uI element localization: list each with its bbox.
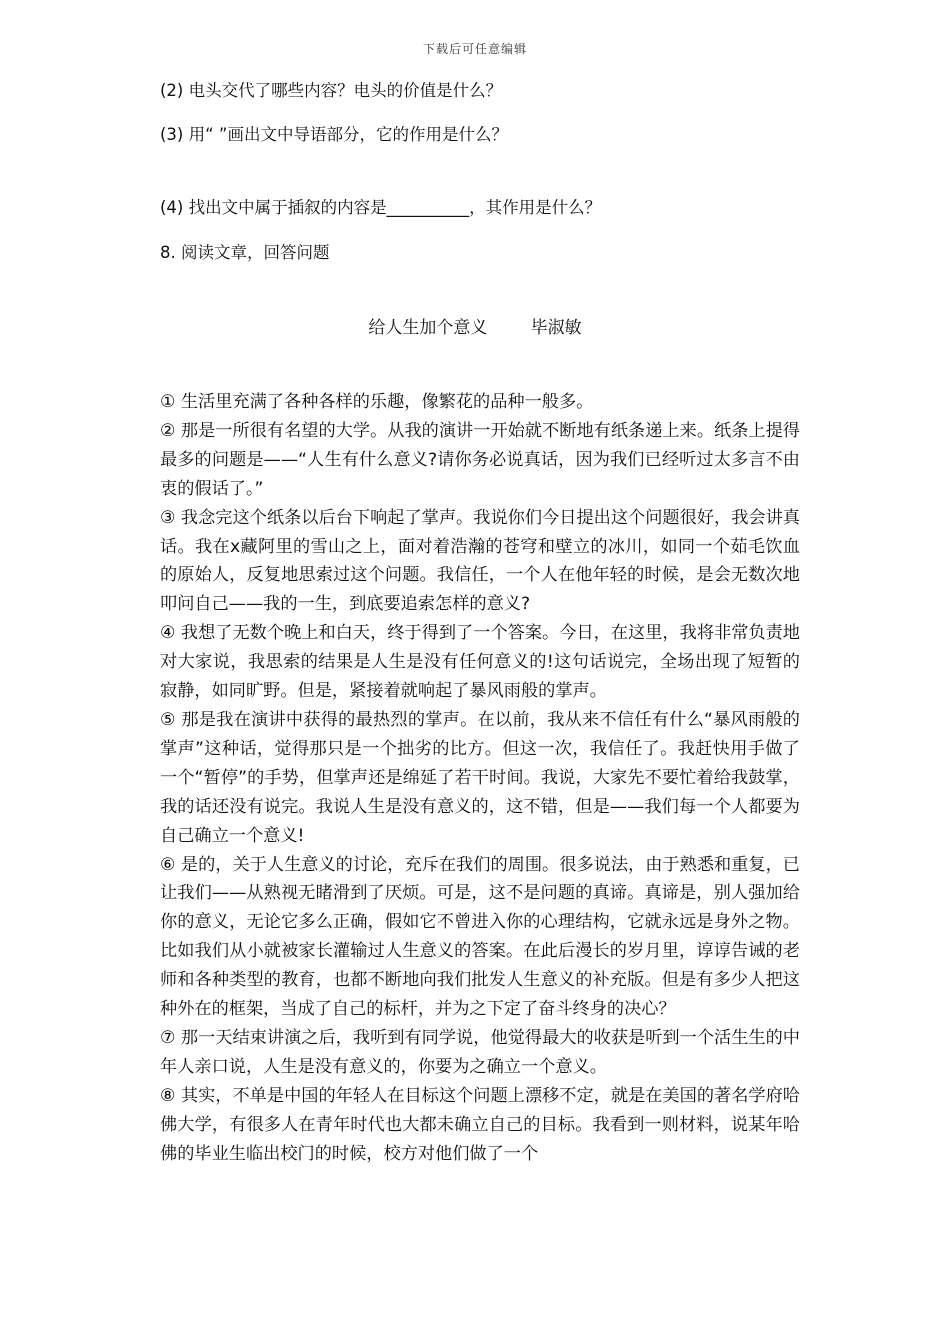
question-3: (3) 用“ ”画出文中导语部分，它的作用是什么？ bbox=[160, 125, 508, 144]
article-title: 给人生加个意义 毕淑敏 bbox=[368, 318, 582, 338]
paragraph-7: ⑦ 那一天结束讲演之后，我听到有同学说，他觉得最大的收获是听到一个活生生的中年人亲口说，人生是没有意义的，你要为之确立一个意义。 bbox=[160, 1027, 800, 1077]
paragraph-6: ⑥ 是的，关于人生意义的讨论，充斥在我们的周围。很多说法，由于熟悉和重复，已让我们——从熟视无睹滑到了厌烦。可是，这不是问题的真谛。真谛是，别人强加给你的意义，无论它多么正确，假如它不曾进入你的心理结构，它就永远是身外之物。比如我们从小就被家长灌输过人生意义的答案。在此后漫长的岁月里，谆谆告诫的老师和各种类型的教育，也都不断地向我们批发人生意义的补充版。但是有多少人把这种外在的框架，当成了自己的标杆，并为之下定了奋斗终身的决心？ bbox=[160, 854, 800, 1020]
question-2: (2) 电头交代了哪些内容？电头的价值是什么？ bbox=[160, 81, 503, 100]
paragraph-8: ⑧ 其实，不单是中国的年轻人在目标这个问题上漂移不定，就是在美国的著名学府哈佛大学，有很多人在青年时代也大都未确立自己的目标。我看到一则材料，说某年哈佛的毕业生临出校门的时候，校方对他们做了一个 bbox=[160, 1085, 800, 1164]
paragraph-1: ① 生活里充满了各种各样的乐趣，像繁花的品种一般多。 bbox=[160, 392, 594, 412]
page-header: 下载后可任意编辑 bbox=[422, 42, 527, 56]
paragraph-3: ③ 我念完这个纸条以后台下响起了掌声。我说你们今日提出这个问题很好，我会讲真话。我在x藏阿里的雪山之上，面对着浩瀚的苍穹和壁立的冰川，如同一个茹毛饮血的原始人，反复地思索过这个问题。我信任，一个人在他年轻的时候，是会无数次地叩问自己——我的一生，到底要追索怎样的意义? bbox=[160, 507, 800, 615]
article-body bbox=[160, 388, 800, 1168]
paragraph-4: ④ 我想了无数个晚上和白天，终于得到了一个答案。今日，在这里，我将非常负责地对大家说，我思索的结果是人生是没有任何意义的!这句话说完，全场出现了短暂的寂静，如同旷野。但是，紧接着就响起了暴风雨般的掌声。 bbox=[160, 623, 800, 702]
question-4: (4) 找出文中属于插叙的内容是__________，其作用是什么？ bbox=[160, 198, 602, 217]
question-8: 8. 阅读文章，回答问题 bbox=[160, 243, 330, 262]
paragraph-2: ② 那是一所很有名望的大学。从我的演讲一开始就不断地有纸条递上来。纸条上提得最多的问题是——“人生有什么意义?请你务必说真话，因为我们已经听过太多言不由衷的假话了。” bbox=[160, 420, 800, 499]
paragraph-5: ⑤ 那是我在演讲中获得的最热烈的掌声。在以前，我从来不信任有什么“暴风雨般的掌声”这种话，觉得那只是一个拙劣的比方。但这一次，我信任了。我赶快用手做了一个“暂停”的手势，但掌声还是绵延了若干时间。我说，大家先不要忙着给我鼓掌，我的话还没有说完。我说人生是没有意义的，这不错，但是——我们每一个人都要为自己确立一个意义! bbox=[160, 709, 800, 846]
